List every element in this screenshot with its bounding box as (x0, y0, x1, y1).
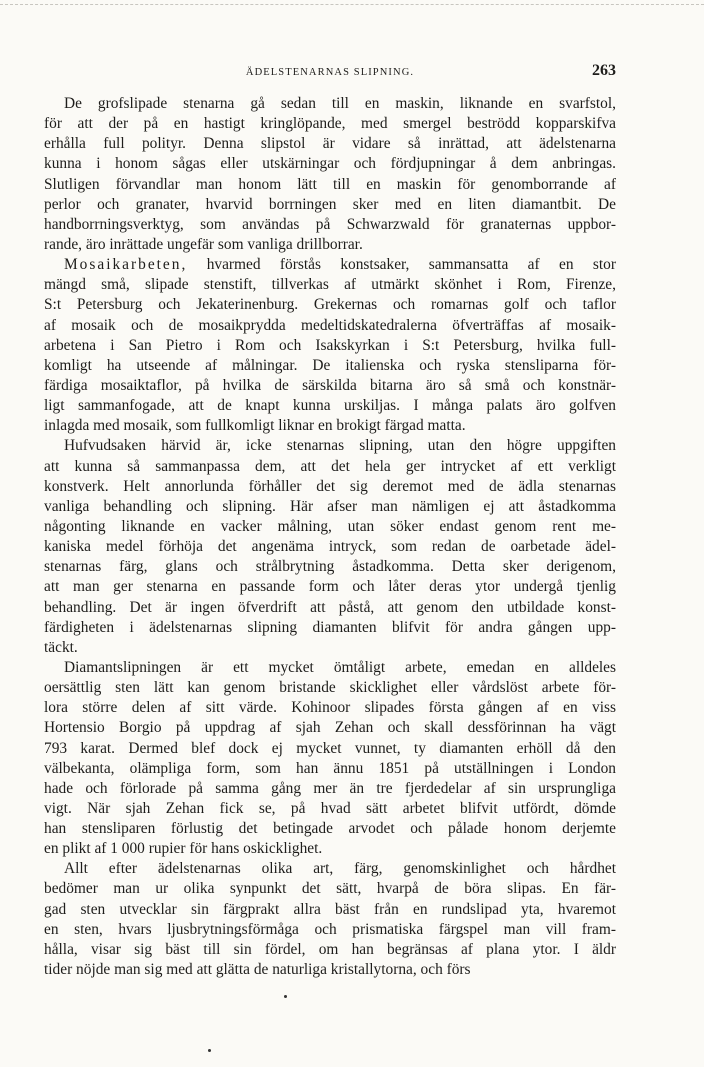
text-line: Slutligen förvandlar man honom lätt till en maskin för genomborrande af (44, 175, 616, 193)
text-line: någonting liknande en vacker målning, utan söker endast genom rent me- (44, 517, 616, 535)
text-line: färdigheten i ädelstenarnas slipning diamanten blifvit för andra gången upp- (44, 618, 616, 636)
text-line: rande, äro inrättade ungefär som vanliga drillborrar. (44, 235, 363, 253)
paragraph (44, 436, 616, 658)
text-line: välbekanta, olämpliga form, som han ännu 1851 på utställningen i London (44, 759, 616, 777)
text-line: vigt. När sjah Zehan fick se, på hvad sätt arbetet blifvit utfördt, dömde (44, 799, 616, 817)
text-line: ligt sammanfogade, att de knapt kunna urskiljas. I många palats äro golfven (44, 397, 616, 415)
text-line: hade och förlorade på samma gång mer än tre fjerdedelar af sin ursprungliga (44, 779, 616, 797)
text-line: komligt ha utseende af målningar. De italienska och ryska stensliparna för- (44, 356, 616, 374)
top-edge-rule (0, 4, 704, 5)
text-line: att kunna så sammanpassa dem, att det hela ger intrycket af ett verkligt (44, 457, 616, 475)
text-line: inlagda med mosaik, som fullkomligt liknar en brokigt färgad matta. (44, 417, 466, 435)
text-line: erhålla full polityr. Denna slipstol är vidare så inrättad, att ädelstenarna (44, 135, 616, 153)
text-line: oersättlig sten lätt kan genom bristande skicklighet eller vårdslöst arbete för- (44, 679, 616, 697)
paragraph (44, 255, 616, 436)
spaced-term: Mosaikarbeten, (64, 256, 188, 274)
body-text (44, 94, 616, 980)
text-line: färdiga mosaiktaflor, på hvilka de särskilda bitarna äro så små och konstnär- (44, 376, 616, 394)
text-line: lora större delen af sitt värde. Kohinoor slipades första gången af en viss (44, 699, 616, 717)
text-line: kunna i honom sågas eller utskärningar och fördjupningar å dem anbringas. (44, 155, 616, 173)
text-line: tider nöjde man sig med att glätta de naturliga kristallytorna, och förs (44, 961, 471, 979)
page-number: 263 (592, 62, 616, 79)
text-line: mängd små, slipade stenstift, tillverkas af utmärkt skönhet i Rom, Firenze, (44, 276, 616, 294)
text-line: behandling. Det är ingen öfverdrift att påstå, att genom den utbildade konst- (44, 598, 616, 616)
text-line: Allt efter ädelstenarnas olika art, färg, genomskinlighet och hårdhet (64, 860, 616, 878)
paragraph (44, 859, 616, 980)
text-line: bedömer man ur olika synpunkt det sätt, hvarpå de böra slipas. En fär- (44, 880, 616, 898)
text-line: konstverk. Helt annorlunda förhåller det sig deremot med de ädla stenarnas (44, 477, 616, 495)
text-line: 793 karat. Dermed blef dock ej mycket vunnet, ty diamanten erhöll då den (44, 739, 616, 757)
text-line: en plikt af 1 000 rupier för hans oskicklighet. (44, 840, 323, 858)
text-line: stenarnas färg, glans och strålbrytning åstadkomma. Detta sker derigenom, (44, 558, 616, 576)
text-line: att man ger stenarna en passande form och låter deras ytor undergå tjenlig (44, 578, 616, 596)
text-line: Diamantslipningen är ett mycket ömtåligt arbete, emedan en alldeles (64, 658, 616, 676)
ink-speck (284, 995, 287, 998)
text-line: täckt. (44, 638, 78, 656)
text-line: arbetena i San Pietro i Rom och Isakskyrkan i S:t Petersburg, hvilka full- (44, 336, 616, 354)
ink-speck (208, 1049, 211, 1052)
text-line: kaniska medel förhöja det angenäma intryck, som redan de oarbetade ädel- (44, 538, 616, 556)
text-line: perlor och granater, hvarvid borrningen sker med en liten diamantbit. De (44, 195, 616, 213)
text-line: en sten, hvars ljusbrytningsförmåga och prismatiska färgspel man vill fram- (44, 920, 616, 938)
text-span: hvarmed förstås konstsaker, sammansatta af en stor (187, 256, 616, 274)
text-line: gad sten utvecklar sin färgprakt allra bäst från en rundslipad yta, hvaremot (44, 900, 616, 918)
page-header (44, 62, 616, 82)
text-line: af mosaik och de mosaikprydda medeltidskatedralerna öfverträffas af mosaik- (44, 316, 616, 334)
text-line: hålla, visar sig bäst till sin fördel, om han begränsas af plana ytor. I äldr (44, 940, 616, 958)
paragraph (44, 658, 616, 859)
text-line: Hufvudsaken härvid är, icke stenarnas slipning, utan den högre uppgiften (64, 437, 616, 455)
text-line: vanliga behandling och slipning. Här afser man nämligen ej att åstadkomma (44, 497, 616, 515)
text-line (44, 255, 616, 275)
text-line: Hortensio Borgio på uppdrag af sjah Zehan och skall dessförinnan ha vägt (44, 719, 616, 737)
paragraph (44, 94, 616, 255)
text-line: S:t Petersburg och Jekaterinenburg. Grekernas och romarnas golf och taflor (44, 296, 616, 314)
text-line: för att der på en hastigt kringlöpande, med smergel beströdd kopparskifva (44, 115, 616, 133)
text-line: han stensliparen förlustig det betingade arvodet och pålade honom derjemte (44, 820, 616, 838)
text-line: De grofslipade stenarna gå sedan till en maskin, liknande en svarfstol, (64, 95, 616, 112)
running-title: ÄDELSTENARNAS SLIPNING. (245, 67, 415, 78)
text-line: handborrningsverktyg, som användas på Schwarzwald för granaternas uppbor- (44, 215, 616, 233)
